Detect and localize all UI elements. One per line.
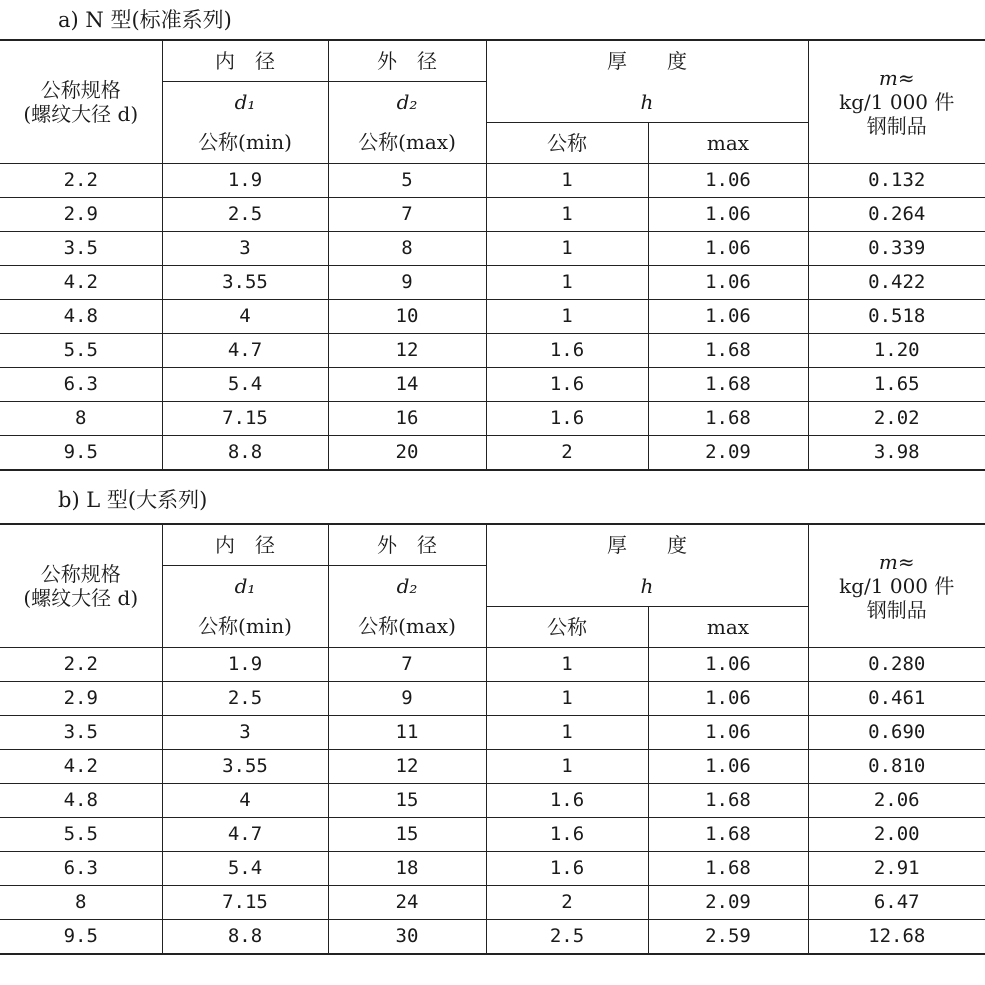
cell-outer-diameter: 16	[328, 401, 486, 435]
header-h-nominal: 公称	[486, 122, 648, 163]
cell-inner-diameter: 2.5	[162, 681, 328, 715]
cell-outer-diameter: 9	[328, 265, 486, 299]
cell-thickness-nominal: 1	[486, 681, 648, 715]
header-d1-symbol: d₁	[162, 566, 328, 607]
cell-thickness-nominal: 2	[486, 435, 648, 470]
cell-mass: 1.20	[808, 333, 985, 367]
cell-thickness-max: 1.68	[648, 783, 808, 817]
cell-mass: 0.422	[808, 265, 985, 299]
table-row	[0, 715, 985, 749]
cell-inner-diameter: 3.55	[162, 749, 328, 783]
table-row	[0, 851, 985, 885]
cell-outer-diameter: 18	[328, 851, 486, 885]
cell-nominal-size: 4.8	[0, 299, 162, 333]
cell-thickness-nominal: 1	[486, 163, 648, 197]
cell-inner-diameter: 5.4	[162, 367, 328, 401]
header-d1-nominal: 公称(min)	[162, 122, 328, 163]
cell-nominal-size: 2.2	[0, 647, 162, 681]
header-d2-nominal: 公称(max)	[328, 606, 486, 647]
cell-thickness-max: 1.06	[648, 647, 808, 681]
cell-outer-diameter: 14	[328, 367, 486, 401]
header-h-symbol: h	[486, 82, 808, 123]
cell-outer-diameter: 12	[328, 333, 486, 367]
cell-nominal-size: 2.9	[0, 681, 162, 715]
header-outer-diameter: 外 径	[328, 40, 486, 82]
cell-nominal-size: 4.2	[0, 749, 162, 783]
cell-inner-diameter: 1.9	[162, 647, 328, 681]
table-caption: a) N 型(标准系列)	[58, 8, 232, 32]
cell-mass: 2.00	[808, 817, 985, 851]
table-row	[0, 647, 985, 681]
cell-nominal-size: 4.8	[0, 783, 162, 817]
cell-thickness-nominal: 1.6	[486, 333, 648, 367]
table-row	[0, 163, 985, 197]
table-caption: b) L 型(大系列)	[58, 488, 208, 512]
cell-thickness-nominal: 2.5	[486, 919, 648, 954]
cell-thickness-nominal: 2	[486, 885, 648, 919]
cell-thickness-nominal: 1.6	[486, 817, 648, 851]
cell-inner-diameter: 2.5	[162, 197, 328, 231]
header-h-symbol: h	[486, 566, 808, 607]
cell-thickness-max: 2.09	[648, 885, 808, 919]
cell-thickness-max: 1.06	[648, 197, 808, 231]
cell-thickness-nominal: 1	[486, 265, 648, 299]
table-row	[0, 333, 985, 367]
table-row	[0, 299, 985, 333]
cell-nominal-size: 2.9	[0, 197, 162, 231]
cell-mass: 2.06	[808, 783, 985, 817]
cell-thickness-nominal: 1	[486, 299, 648, 333]
header-inner-diameter: 内 径	[162, 524, 328, 566]
cell-inner-diameter: 4	[162, 299, 328, 333]
cell-thickness-max: 1.06	[648, 163, 808, 197]
cell-inner-diameter: 3.55	[162, 265, 328, 299]
cell-nominal-size: 4.2	[0, 265, 162, 299]
cell-thickness-max: 1.68	[648, 401, 808, 435]
cell-thickness-max: 1.06	[648, 231, 808, 265]
cell-outer-diameter: 11	[328, 715, 486, 749]
cell-thickness-nominal: 1.6	[486, 783, 648, 817]
table-row	[0, 681, 985, 715]
cell-outer-diameter: 8	[328, 231, 486, 265]
cell-outer-diameter: 12	[328, 749, 486, 783]
table-row	[0, 231, 985, 265]
table-row	[0, 401, 985, 435]
cell-nominal-size: 5.5	[0, 817, 162, 851]
header-d1-nominal: 公称(min)	[162, 606, 328, 647]
cell-thickness-max: 2.59	[648, 919, 808, 954]
header-nominal-size: 公称规格 (螺纹大径 d)	[0, 524, 162, 647]
table-row	[0, 817, 985, 851]
cell-nominal-size: 3.5	[0, 715, 162, 749]
cell-nominal-size: 9.5	[0, 919, 162, 954]
table-row	[0, 885, 985, 919]
cell-inner-diameter: 1.9	[162, 163, 328, 197]
table-header	[0, 40, 985, 163]
cell-mass: 2.91	[808, 851, 985, 885]
table-row	[0, 919, 985, 954]
cell-inner-diameter: 4	[162, 783, 328, 817]
header-mass: m≈ kg/1 000 件 钢制品	[808, 524, 985, 647]
cell-inner-diameter: 4.7	[162, 333, 328, 367]
cell-outer-diameter: 10	[328, 299, 486, 333]
table-row	[0, 197, 985, 231]
cell-outer-diameter: 5	[328, 163, 486, 197]
cell-outer-diameter: 7	[328, 197, 486, 231]
cell-mass: 0.461	[808, 681, 985, 715]
cell-inner-diameter: 4.7	[162, 817, 328, 851]
header-thickness: 厚 度	[486, 524, 808, 566]
cell-nominal-size: 2.2	[0, 163, 162, 197]
cell-nominal-size: 3.5	[0, 231, 162, 265]
cell-outer-diameter: 7	[328, 647, 486, 681]
cell-thickness-nominal: 1	[486, 715, 648, 749]
cell-outer-diameter: 15	[328, 817, 486, 851]
header-thickness: 厚 度	[486, 40, 808, 82]
header-mass: m≈ kg/1 000 件 钢制品	[808, 40, 985, 163]
header-d2-symbol: d₂	[328, 82, 486, 123]
header-outer-diameter: 外 径	[328, 524, 486, 566]
cell-outer-diameter: 20	[328, 435, 486, 470]
cell-outer-diameter: 9	[328, 681, 486, 715]
table-row	[0, 367, 985, 401]
table-row	[0, 265, 985, 299]
cell-thickness-nominal: 1	[486, 231, 648, 265]
cell-mass: 0.264	[808, 197, 985, 231]
cell-mass: 0.132	[808, 163, 985, 197]
header-d2-symbol: d₂	[328, 566, 486, 607]
cell-mass: 0.690	[808, 715, 985, 749]
cell-mass: 1.65	[808, 367, 985, 401]
spec-table-l-type	[0, 523, 985, 955]
cell-thickness-max: 1.06	[648, 715, 808, 749]
cell-thickness-max: 1.06	[648, 749, 808, 783]
header-h-max: max	[648, 606, 808, 647]
cell-inner-diameter: 8.8	[162, 435, 328, 470]
cell-mass: 0.518	[808, 299, 985, 333]
table-body	[0, 647, 985, 954]
cell-mass: 3.98	[808, 435, 985, 470]
cell-nominal-size: 6.3	[0, 851, 162, 885]
cell-nominal-size: 8	[0, 401, 162, 435]
cell-mass: 6.47	[808, 885, 985, 919]
cell-inner-diameter: 7.15	[162, 401, 328, 435]
cell-outer-diameter: 15	[328, 783, 486, 817]
cell-thickness-max: 1.06	[648, 265, 808, 299]
cell-mass: 2.02	[808, 401, 985, 435]
cell-thickness-max: 1.68	[648, 851, 808, 885]
table-header	[0, 524, 985, 647]
cell-inner-diameter: 7.15	[162, 885, 328, 919]
table-row	[0, 749, 985, 783]
cell-nominal-size: 6.3	[0, 367, 162, 401]
header-h-nominal: 公称	[486, 606, 648, 647]
header-h-max: max	[648, 122, 808, 163]
cell-outer-diameter: 24	[328, 885, 486, 919]
cell-mass: 12.68	[808, 919, 985, 954]
table-row	[0, 783, 985, 817]
cell-thickness-max: 1.06	[648, 299, 808, 333]
cell-inner-diameter: 3	[162, 231, 328, 265]
cell-inner-diameter: 3	[162, 715, 328, 749]
table-body	[0, 163, 985, 470]
cell-nominal-size: 5.5	[0, 333, 162, 367]
header-d2-nominal: 公称(max)	[328, 122, 486, 163]
cell-nominal-size: 8	[0, 885, 162, 919]
cell-thickness-nominal: 1.6	[486, 367, 648, 401]
cell-mass: 0.339	[808, 231, 985, 265]
cell-thickness-max: 2.09	[648, 435, 808, 470]
header-d1-symbol: d₁	[162, 82, 328, 123]
cell-nominal-size: 9.5	[0, 435, 162, 470]
cell-mass: 0.810	[808, 749, 985, 783]
cell-thickness-max: 1.68	[648, 367, 808, 401]
cell-thickness-nominal: 1	[486, 749, 648, 783]
header-nominal-size: 公称规格 (螺纹大径 d)	[0, 40, 162, 163]
cell-thickness-max: 1.68	[648, 817, 808, 851]
cell-thickness-max: 1.68	[648, 333, 808, 367]
cell-thickness-max: 1.06	[648, 681, 808, 715]
cell-inner-diameter: 5.4	[162, 851, 328, 885]
cell-thickness-nominal: 1	[486, 647, 648, 681]
cell-inner-diameter: 8.8	[162, 919, 328, 954]
cell-thickness-nominal: 1.6	[486, 401, 648, 435]
spec-table-n-type	[0, 39, 985, 471]
cell-outer-diameter: 30	[328, 919, 486, 954]
cell-mass: 0.280	[808, 647, 985, 681]
cell-thickness-nominal: 1.6	[486, 851, 648, 885]
cell-thickness-nominal: 1	[486, 197, 648, 231]
table-row	[0, 435, 985, 470]
header-inner-diameter: 内 径	[162, 40, 328, 82]
